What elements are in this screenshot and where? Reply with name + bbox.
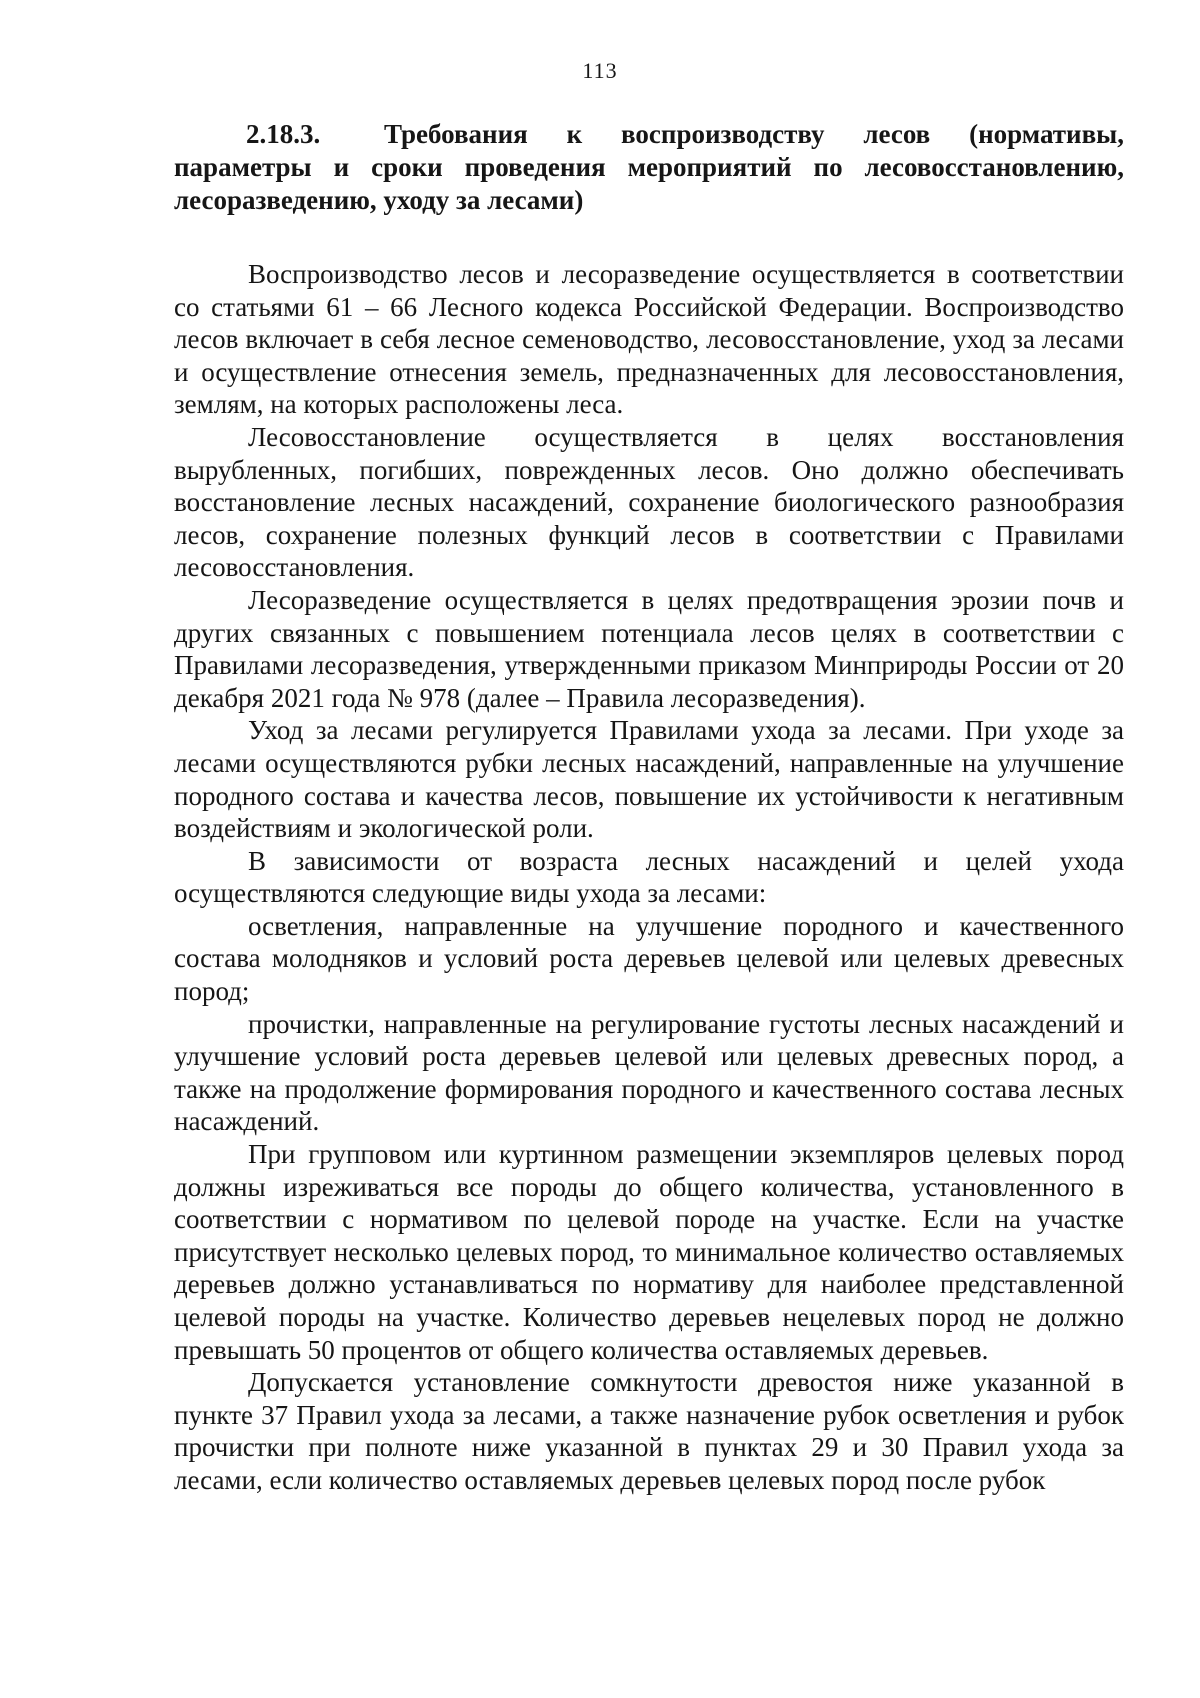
page-number: 113 — [582, 58, 618, 83]
list-item: прочистки, направленные на регулирование густоты лесных насаждений и улучшение условий роста деревьев целевой или целевых древесных пород, а также на продолжение формирования породного и качественного состава лесных насаждений. — [174, 1008, 1124, 1137]
section-number: 2.18.3. — [246, 119, 321, 149]
section-heading — [174, 118, 1124, 217]
paragraph: Допускается установление сомкнутости древостоя ниже указанной в пункте 37 Правил ухода за лесами, а также назначение рубок осветления и рубок прочистки при полноте ниже указанной в пунктах 29 и 30 Правил ухода за лесами, если количество оставляемых деревьев целевых пород после рубок — [174, 1367, 1124, 1495]
paragraph: При групповом или куртинном размещении экземпляров целевых пород должны изреживаться все породы до общего количества, установленного в соответствии с нормативом по целевой породе на участке. Если на участке присутствует несколько целевых пород, то минимальное количество оставляемых деревьев должно устанавливаться по нормативу для наиболее представленной целевой породы на участке. Количество деревьев нецелевых пород не должно превышать 50 процентов от общего количества оставляемых деревьев. — [174, 1139, 1124, 1365]
paragraph: Воспроизводство лесов и лесоразведение осуществляется в соответствии со статьями 61 – 66 Лесного кодекса Российской Федерации. Воспроизводство лесов включает в себя лесное семеноводство, лесовосстановление, уход за лесами и осуществление отнесения земель, предназначенных для лесовосстановления, землям, на которых расположены леса. — [174, 259, 1124, 420]
list-item: осветления, направленные на улучшение породного и качественного состава молодняков и условий роста деревьев целевой или целевых древесных пород; — [174, 910, 1124, 1007]
paragraph: Уход за лесами регулируется Правилами ухода за лесами. При уходе за лесами осуществляются рубки лесных насаждений, направленные на улучшение породного состава и качества лесов, повышение их устойчивости к негативным воздействиям и экологической роли. — [174, 715, 1124, 844]
body-text — [174, 258, 1124, 1497]
section-title: Требования к воспроизводству лесов (нормативы, параметры и сроки проведения мероприятий по лесовосстановлению, лесоразведению, уходу за лесами) — [174, 119, 1124, 215]
paragraph: Лесоразведение осуществляется в целях предотвращения эрозии почв и других связанных с повышением потенциала лесов целях в соответствии с Правилами лесоразведения, утвержденными приказом Минприроды России от 20 декабря 2021 года № 978 (далее – Правила лесоразведения). — [174, 584, 1124, 713]
paragraph: Лесовосстановление осуществляется в целях восстановления вырубленных, погибших, поврежденных лесов. Оно должно обеспечивать восстановление лесных насаждений, сохранение биологического разнообразия лесов, сохранение полезных функций лесов в соответствии с Правилами лесовосстановления. — [174, 421, 1124, 583]
paragraph: В зависимости от возраста лесных насаждений и целей ухода осуществляются следующие виды ухода за лесами: — [174, 845, 1124, 909]
